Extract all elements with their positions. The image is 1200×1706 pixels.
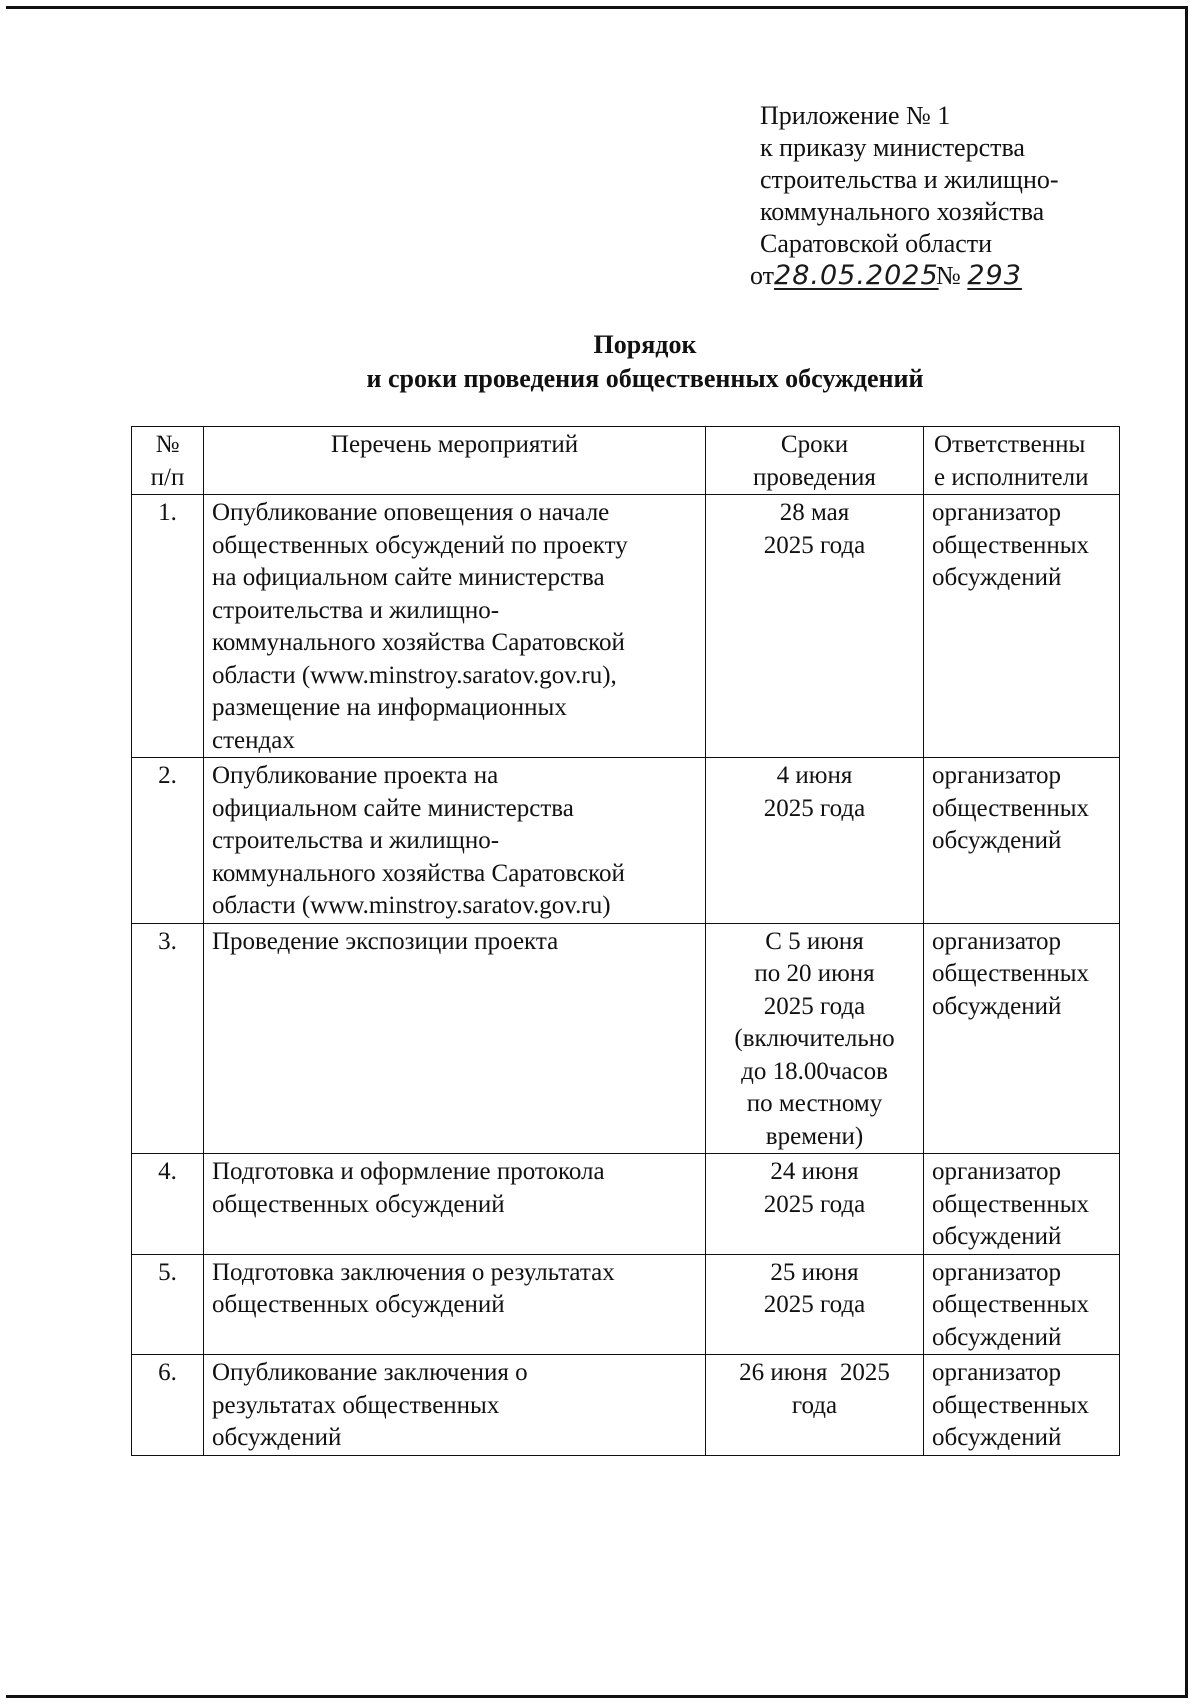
responsible-cell-line: общественных xyxy=(932,1291,1090,1318)
activity-cell xyxy=(204,1254,706,1355)
dates-cell-line: 2025 года xyxy=(763,1190,866,1218)
dates-cell xyxy=(706,1355,924,1456)
dates-cell-line: 4 июня xyxy=(776,762,853,789)
row-number: 4. xyxy=(132,1154,204,1255)
dates-cell-line: по 20 июня xyxy=(754,960,875,987)
row-number: 3. xyxy=(132,923,204,1154)
activity-cell xyxy=(204,923,706,1154)
row-number: 5. xyxy=(132,1254,204,1355)
table-row xyxy=(132,1355,1120,1456)
responsible-cell-line: обсуждений xyxy=(932,1424,1062,1451)
activity-cell-line: общественных обсуждений по проекту xyxy=(212,531,628,559)
dates-cell xyxy=(706,923,924,1154)
dates-cell-line: 24 июня xyxy=(770,1158,859,1185)
activity-cell-line: на официальном сайте министерства xyxy=(212,564,605,591)
row-number: 1. xyxy=(132,495,204,758)
activity-cell-line: Подготовка и оформление протокола xyxy=(212,1158,605,1185)
activity-cell-line: строительства и жилищно- xyxy=(212,596,500,624)
activity-cell-line: официальном сайте министерства xyxy=(212,794,574,822)
activity-cell-line: Опубликование заключения о xyxy=(212,1359,528,1386)
activity-cell-line: размещение на информационных xyxy=(212,694,567,721)
responsible-cell xyxy=(924,758,1120,924)
activity-cell-line: Опубликование проекта на xyxy=(212,762,499,789)
dates-cell xyxy=(706,1154,924,1255)
activity-cell-line: обсуждений xyxy=(212,1424,342,1451)
responsible-cell xyxy=(924,923,1120,1154)
responsible-cell-line: организатор xyxy=(932,762,1062,789)
dates-cell xyxy=(706,495,924,758)
responsible-cell-line: организатор xyxy=(932,499,1062,526)
activity-cell xyxy=(204,1154,706,1255)
activity-cell-line: общественных обсуждений xyxy=(212,1190,505,1218)
responsible-cell-line: организатор xyxy=(932,1359,1062,1386)
header-text: Сроки xyxy=(780,431,849,458)
table-row xyxy=(132,1254,1120,1355)
activity-cell-line: Проведение экспозиции проекта xyxy=(212,927,559,955)
table-row xyxy=(132,495,1120,758)
header-num xyxy=(132,427,204,495)
dates-cell-line: С 5 июня xyxy=(765,927,864,955)
row-number: 2. xyxy=(132,758,204,924)
activity-cell-line: Опубликование оповещения о начале xyxy=(212,499,610,526)
responsible-cell xyxy=(924,1355,1120,1456)
appendix-line: строительства и жилищно- xyxy=(760,165,1059,194)
header-text: проведения xyxy=(753,463,876,491)
appendix-line: к приказу министерства xyxy=(760,133,1025,162)
header-activity: Перечень мероприятий xyxy=(204,427,706,495)
activity-cell-line: стендах xyxy=(212,726,295,754)
activity-cell-line: коммунального хозяйства Саратовской xyxy=(212,629,625,656)
activity-cell-line: коммунального хозяйства Саратовской xyxy=(212,859,625,887)
responsible-cell-line: организатор xyxy=(932,1158,1062,1185)
handwritten-number: 293 xyxy=(967,260,1022,291)
header-text: Ответственны xyxy=(934,431,1086,458)
header-dates xyxy=(706,427,924,495)
responsible-cell-line: организатор xyxy=(932,1258,1062,1286)
activity-cell-line: строительства и жилищно- xyxy=(212,827,500,854)
responsible-cell xyxy=(924,1154,1120,1255)
responsible-cell-line: общественных xyxy=(932,531,1090,559)
header-text: № xyxy=(155,431,180,458)
appendix-line: коммунального хозяйства xyxy=(760,197,1045,226)
dates-cell-line: года xyxy=(791,1391,838,1419)
responsible-cell xyxy=(924,1254,1120,1355)
activity-cell xyxy=(204,1355,706,1456)
number-label: № xyxy=(936,261,961,290)
header-responsible xyxy=(924,427,1120,495)
dates-cell-line: времени) xyxy=(765,1122,864,1150)
dates-cell-line: 2025 года xyxy=(763,992,866,1020)
responsible-cell-line: обсуждений xyxy=(932,564,1062,591)
activity-cell-line: области (www.minstroy.saratov.gov.ru), xyxy=(212,661,617,689)
order-date-number xyxy=(750,260,1090,292)
dates-cell xyxy=(706,1254,924,1355)
dates-cell-line: 2025 года xyxy=(763,531,866,559)
table-header-row xyxy=(132,427,1120,495)
table-row xyxy=(132,758,1120,924)
responsible-cell-line: общественных xyxy=(932,1391,1090,1419)
activity-cell xyxy=(204,758,706,924)
title-line: и сроки проведения общественных обсуждений xyxy=(366,364,924,393)
table-body xyxy=(132,495,1120,1456)
activity-cell-line: области (www.minstroy.saratov.gov.ru) xyxy=(212,892,611,919)
responsible-cell-line: обсуждений xyxy=(932,827,1062,854)
dates-cell-line: 2025 года xyxy=(763,794,866,822)
header-text: е исполнители xyxy=(934,463,1089,491)
responsible-cell-line: обсуждений xyxy=(932,1223,1062,1250)
document-title xyxy=(0,328,1200,396)
appendix-line: Саратовской области xyxy=(760,229,993,258)
dates-cell-line: по местному xyxy=(746,1090,883,1117)
appendix-header xyxy=(750,100,1090,292)
from-prefix: от xyxy=(750,261,775,290)
activity-cell-line: результатах общественных xyxy=(212,1391,500,1419)
title-line: Порядок xyxy=(593,330,697,359)
responsible-cell-line: общественных xyxy=(932,794,1090,822)
activity-cell-line: общественных обсуждений xyxy=(212,1291,505,1318)
activity-cell-line: Подготовка заключения о результатах xyxy=(212,1258,615,1286)
responsible-cell xyxy=(924,495,1120,758)
appendix-line: Приложение № 1 xyxy=(760,101,951,130)
dates-cell-line: 25 июня xyxy=(770,1258,859,1286)
responsible-cell-line: обсуждений xyxy=(932,992,1062,1020)
dates-cell-line: 2025 года xyxy=(763,1291,866,1318)
row-number: 6. xyxy=(132,1355,204,1456)
responsible-cell-line: общественных xyxy=(932,960,1090,987)
activity-cell xyxy=(204,495,706,758)
dates-cell-line: до 18.00часов xyxy=(741,1057,888,1085)
dates-cell-line: (включительно xyxy=(734,1025,895,1052)
header-text: п/п xyxy=(150,463,185,491)
responsible-cell-line: организатор xyxy=(932,927,1062,955)
schedule-table xyxy=(131,426,1120,1456)
dates-cell-line: 28 мая xyxy=(779,499,850,526)
responsible-cell-line: обсуждений xyxy=(932,1323,1062,1351)
table-row xyxy=(132,1154,1120,1255)
handwritten-date: 28.05.2025 xyxy=(774,260,939,291)
table-row xyxy=(132,923,1120,1154)
dates-cell-line: 26 июня 2025 xyxy=(739,1359,890,1386)
responsible-cell-line: общественных xyxy=(932,1190,1090,1218)
dates-cell xyxy=(706,758,924,924)
